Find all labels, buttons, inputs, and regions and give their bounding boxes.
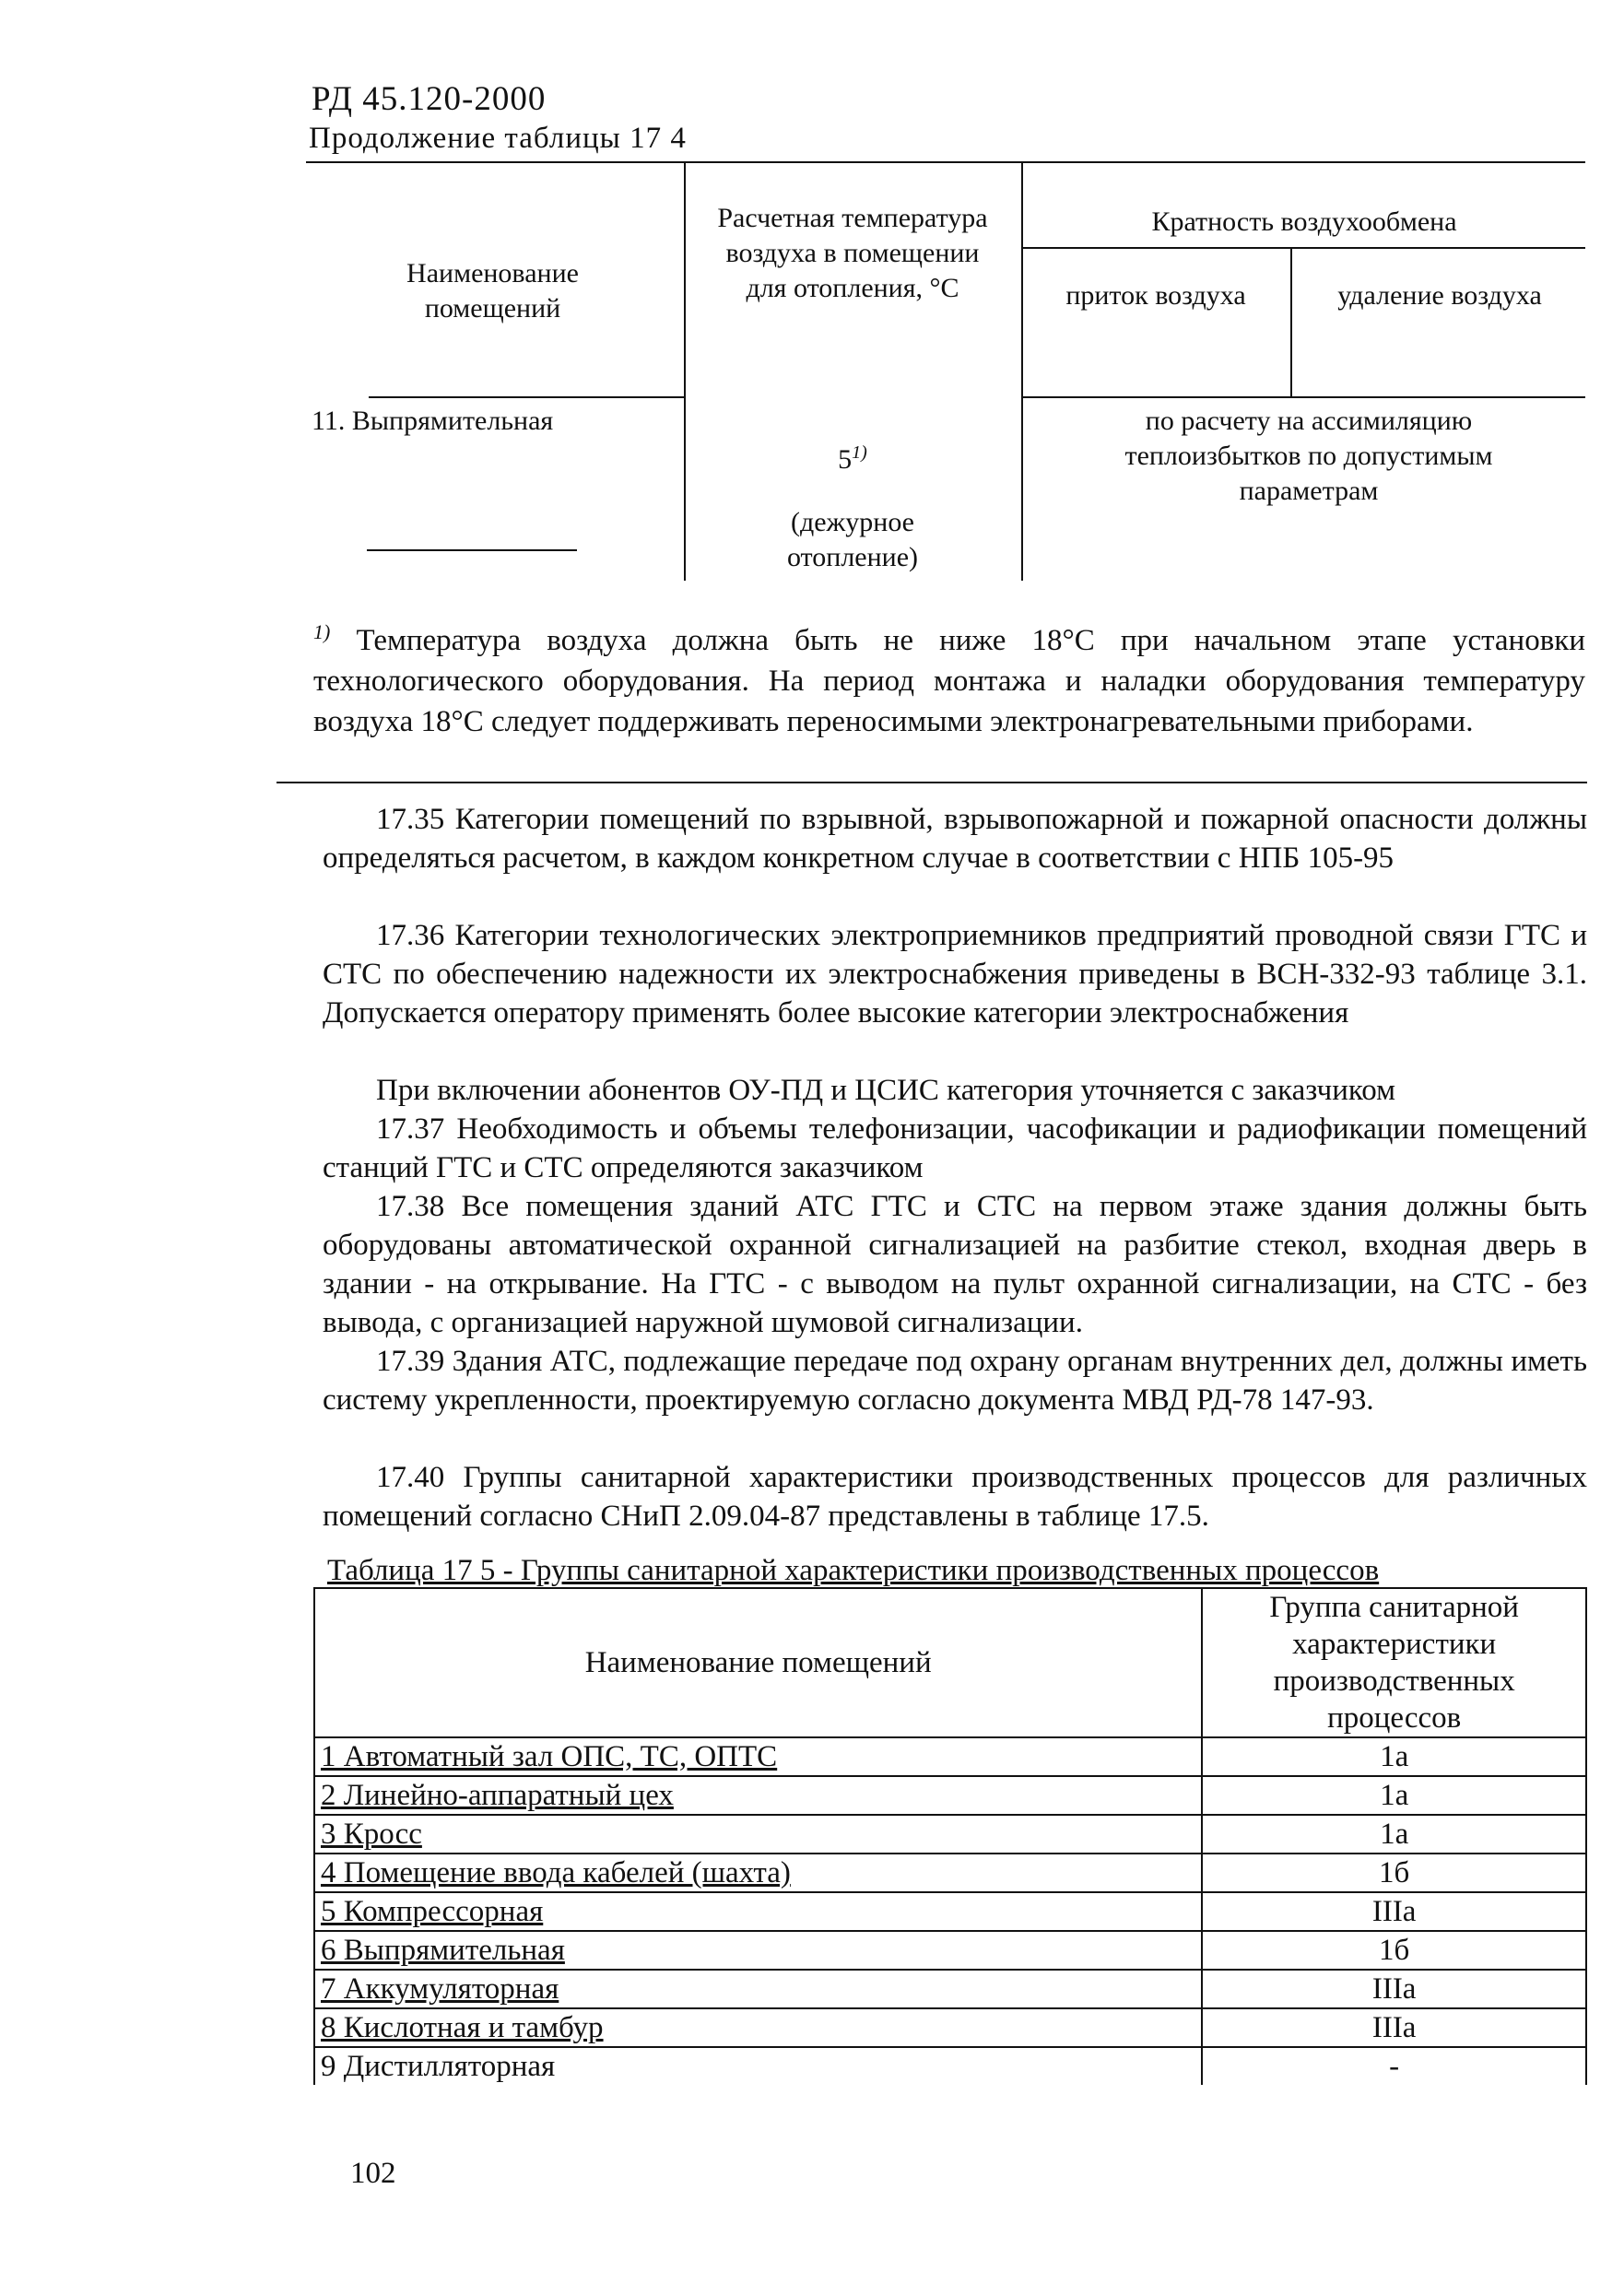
sanitary-group-cell: 1б bbox=[1202, 1931, 1586, 1970]
header-air-inflow: приток воздуха bbox=[1065, 280, 1246, 311]
header-air-exchange-rate: Кратность воздухообмена bbox=[1151, 206, 1457, 237]
room-name-cell: 1 Автоматный зал ОПС, ТС, ОПТС bbox=[314, 1737, 1202, 1776]
table-row bbox=[314, 1776, 1586, 1815]
row-air-exchange: по расчету на ассимиляцию теплоизбытков по допустимым параметрам bbox=[1124, 406, 1493, 506]
footnote-reference: 1) bbox=[852, 442, 867, 463]
table-divider bbox=[684, 161, 686, 581]
table-subheader-rule bbox=[1021, 247, 1585, 249]
table-continuation-label: Продолжение таблицы 17 4 bbox=[309, 122, 687, 155]
table-top-rule bbox=[306, 161, 1585, 163]
header-air-outflow: удаление воздуха bbox=[1337, 280, 1542, 311]
header-room-name: Наименование помещений bbox=[406, 258, 579, 324]
paragraph-17-38: 17.38 Все помещения зданий АТС ГТС и СТС на первом этаже здания должны быть оборудованы автоматической охранной сигнализацией на разбитие стекол, входная дверь в здании - на открывание. На ГТС - с выводом на пульт охранной сигнализации, на СТС - без вывода, с организацией наружной шумовой сигнализации. bbox=[323, 1190, 1587, 1339]
footnote-rule bbox=[277, 782, 1587, 783]
footnote-text: Температура воздуха должна быть не ниже 18°С при начальном этапе установки технологического оборудования. На период монтажа и наладки оборудования температуру воздуха 18°С следует поддерживать переносимыми электронагревательными приборами. bbox=[313, 624, 1585, 738]
row-room-name: 11. Выпрямительная bbox=[312, 406, 554, 436]
room-name-cell: 7 Аккумуляторная bbox=[314, 1970, 1202, 2008]
table-row bbox=[314, 1970, 1586, 2008]
table-header-rule bbox=[369, 396, 684, 398]
table-header-rule bbox=[1021, 396, 1585, 398]
table-header-row bbox=[314, 1588, 1586, 1737]
room-name-cell: 6 Выпрямительная bbox=[314, 1931, 1202, 1970]
table-row bbox=[314, 1737, 1586, 1776]
table-divider bbox=[1021, 161, 1023, 581]
table-row bbox=[314, 1931, 1586, 1970]
paragraph-17-36: 17.36 Категории технологических электроприемников предприятий проводной связи ГТС и СТС по обеспечению надежности их электроснабжения приведены в ВСН-332-93 таблице 3.1. Допускается оператору применять более высокие категории электроснабжения bbox=[323, 919, 1587, 1030]
room-name-cell: 2 Линейно-аппаратный цех bbox=[314, 1776, 1202, 1815]
table-divider bbox=[1290, 247, 1292, 396]
header-design-temperature: Расчетная температура воздуха в помещении для отопления, °С bbox=[717, 203, 988, 303]
header-sanitary-group: Группа санитарной характеристики производственных процессов bbox=[1202, 1588, 1586, 1737]
row-temperature bbox=[714, 435, 991, 477]
temperature-value: 5 bbox=[838, 444, 853, 475]
room-name-cell: 9 Дистилляторная bbox=[314, 2047, 1202, 2085]
table-blank-rule bbox=[367, 549, 577, 551]
paragraph-17-37: 17.37 Необходимость и объемы телефонизации, часофикации и радиофикации помещений станций ГТС и СТС определяются заказчиком bbox=[323, 1112, 1587, 1184]
sanitary-group-cell: 1а bbox=[1202, 1815, 1586, 1854]
room-name-cell: 4 Помещение ввода кабелей (шахта) bbox=[314, 1854, 1202, 1892]
table-row bbox=[314, 1892, 1586, 1931]
paragraph-17-39: 17.39 Здания АТС, подлежащие передаче под охрану органам внутренних дел, должны иметь систему укрепленности, проектируемую согласно документа МВД РД-78 147-93. bbox=[323, 1345, 1587, 1417]
sanitary-group-cell: IIIа bbox=[1202, 2008, 1586, 2047]
sanitary-group-cell: IIIа bbox=[1202, 1970, 1586, 2008]
sanitary-group-cell: 1б bbox=[1202, 1854, 1586, 1892]
footnote bbox=[313, 612, 1585, 742]
table-row bbox=[314, 1815, 1586, 1854]
table-17-5 bbox=[313, 1587, 1587, 2085]
sanitary-group-cell: 1а bbox=[1202, 1737, 1586, 1776]
room-name-cell: 3 Кросс bbox=[314, 1815, 1202, 1854]
table-17-5-caption: Таблица 17 5 - Группы санитарной характеристики производственных процессов bbox=[327, 1554, 1380, 1587]
sanitary-group-cell: IIIа bbox=[1202, 1892, 1586, 1931]
paragraph-17-40: 17.40 Группы санитарной характеристики производственных процессов для различных помещений согласно СНиП 2.09.04-87 представлены в таблице 17.5. bbox=[323, 1461, 1587, 1533]
table-row bbox=[314, 2047, 1586, 2085]
table-row bbox=[314, 1854, 1586, 1892]
footnote-mark: 1) bbox=[313, 620, 331, 643]
paragraph-17-35: 17.35 Категории помещений по взрывной, взрывопожарной и пожарной опасности должны определяться расчетом, в каждом конкретном случае в соответствии с НПБ 105-95 bbox=[323, 803, 1587, 875]
page-number: 102 bbox=[350, 2157, 396, 2190]
document-code: РД 45.120-2000 bbox=[312, 80, 547, 118]
room-name-cell: 5 Компрессорная bbox=[314, 1892, 1202, 1931]
sanitary-group-cell: - bbox=[1202, 2047, 1586, 2085]
table-row bbox=[314, 2008, 1586, 2047]
sanitary-group-cell: 1а bbox=[1202, 1776, 1586, 1815]
room-name-cell: 8 Кислотная и тамбур bbox=[314, 2008, 1202, 2047]
header-room-name: Наименование помещений bbox=[314, 1588, 1202, 1737]
paragraph-customer-note: При включении абонентов ОУ-ПД и ЦСИС категория уточняется с заказчиком bbox=[376, 1074, 1395, 1107]
row-temperature-note: (дежурное отопление) bbox=[786, 507, 919, 572]
